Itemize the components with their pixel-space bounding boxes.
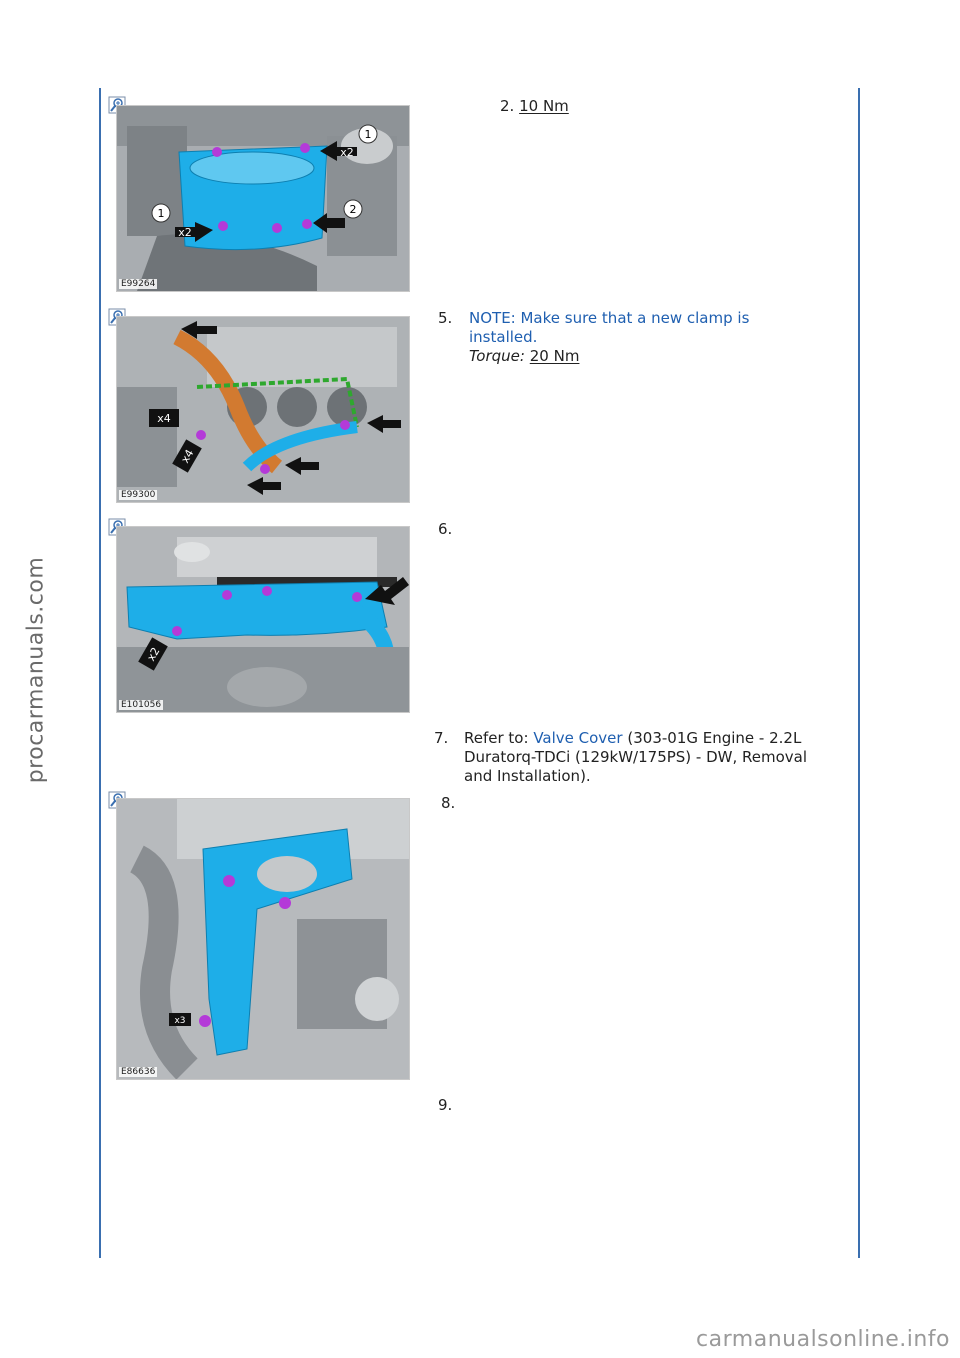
refer-line-3: and Installation).: [464, 767, 591, 785]
step-number: 5.: [438, 309, 453, 327]
step-7: [464, 729, 844, 786]
torque-label: Torque:: [469, 347, 525, 365]
figure-e101056[interactable]: [116, 526, 410, 713]
refer-label: Refer to:: [464, 729, 529, 747]
callout-label: x2: [144, 645, 163, 664]
figure-code: E86636: [121, 1067, 156, 1077]
callout-label: x4: [157, 412, 171, 425]
step-number: 2.: [500, 97, 515, 115]
engine-illustration: [117, 799, 409, 1079]
step-8: 8.: [441, 794, 456, 812]
figure-e86636[interactable]: [116, 798, 410, 1080]
callout-label: 1: [157, 207, 165, 220]
callout-label: 1: [364, 128, 372, 141]
step-2: [500, 97, 569, 116]
callout-label: x4: [178, 447, 197, 466]
figure-code: E99264: [121, 279, 156, 289]
right-border-line: [858, 88, 860, 1258]
refer-line-2: Duratorq-TDCi (129kW/175PS) - DW, Removal: [464, 748, 808, 766]
refer-rest: (303-01G Engine - 2.2L: [627, 729, 802, 747]
side-watermark: procarmanuals.com: [23, 556, 49, 784]
callout-label: 2: [349, 203, 357, 216]
bottom-watermark: carmanualsonline.info: [696, 1327, 950, 1352]
step-6: 6.: [438, 520, 453, 538]
step-5: [469, 309, 829, 366]
note-text-cont: installed.: [469, 328, 538, 346]
callout-label: x2: [178, 226, 192, 239]
torque-value: 10 Nm: [519, 97, 569, 115]
valve-cover-link[interactable]: Valve Cover: [533, 729, 623, 747]
figure-code: E101056: [121, 700, 162, 710]
engine-illustration: [117, 317, 409, 502]
step-number: 7.: [434, 729, 449, 747]
figure-e99264[interactable]: [116, 105, 410, 292]
callout-label: x3: [174, 1016, 186, 1026]
figure-code: E99300: [121, 490, 156, 500]
callout-label: x2: [340, 146, 354, 159]
torque-value: 20 Nm: [529, 347, 580, 365]
left-border-line: [99, 88, 101, 1258]
engine-illustration: [117, 527, 409, 712]
step-9: 9.: [438, 1096, 453, 1114]
engine-illustration: [117, 106, 409, 291]
note-text: NOTE: Make sure that a new clamp is: [469, 309, 750, 327]
figure-e99300[interactable]: [116, 316, 410, 503]
